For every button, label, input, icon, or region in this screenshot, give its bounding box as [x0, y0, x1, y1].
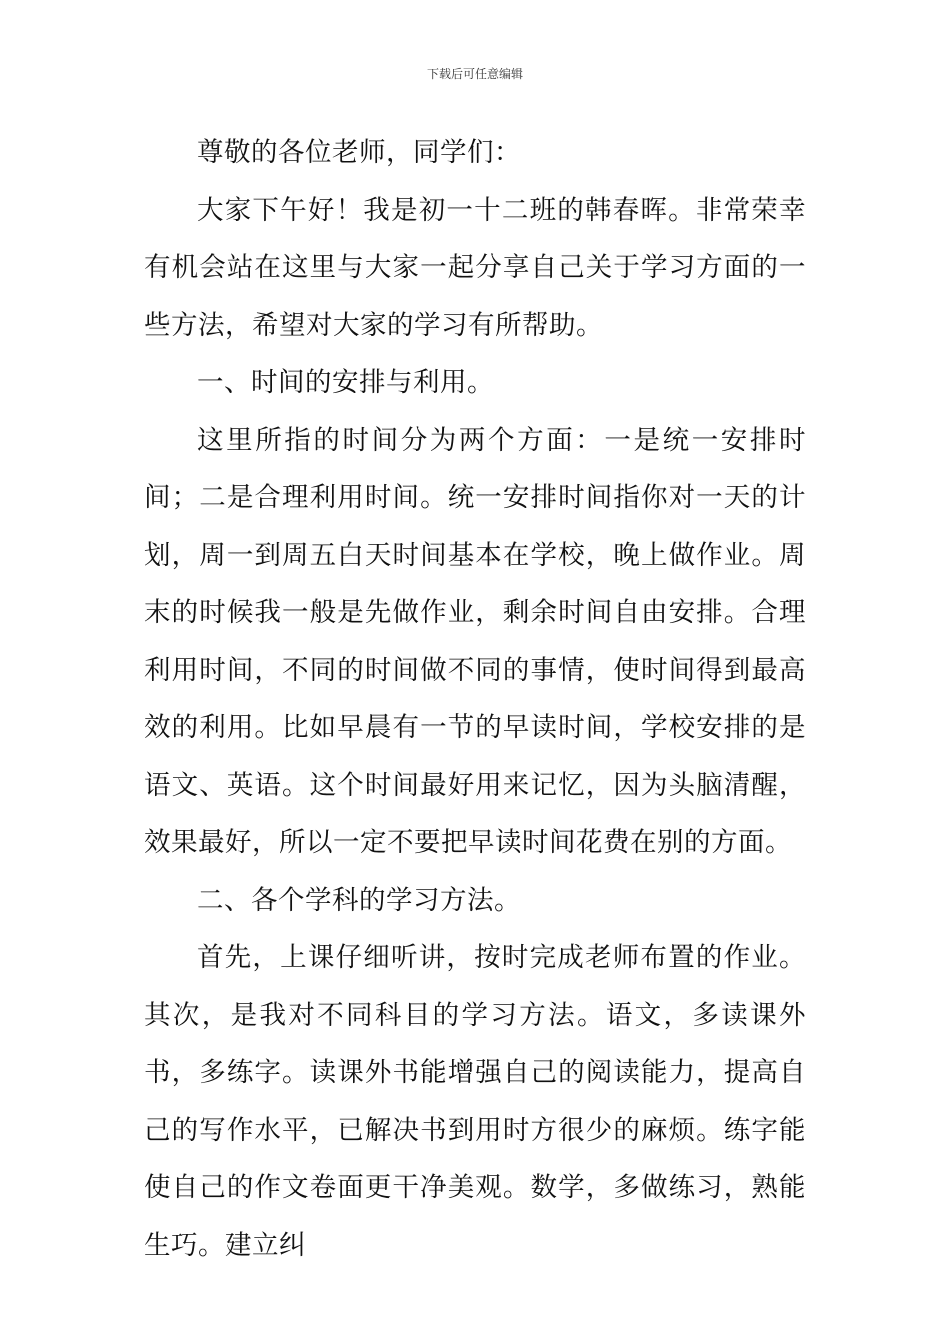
section-heading-subjects: 二、各个学科的学习方法。 [197, 884, 521, 916]
time-paragraph: 这里所指的时间分为两个方面：一是统一安排时间；二是合理利用时间。统一安排时间指你对一天的计划，周一到周五白天时间基本在学校，晚上做作业。周末的时候我一般是先做作业，剩余时间自由安排。合理利用时间，不同的时间做不同的事情，使时间得到最高效的利用。比如早晨有一节的早读时间，学校安排的是语文、英语。这个时间最好用来记忆，因为头脑清醒，效果最好，所以一定不要把早读时间花费在别的方面。 [144, 424, 806, 858]
document-body [144, 124, 806, 1274]
intro-paragraph: 大家下午好！我是初一十二班的韩春晖。非常荣幸有机会站在这里与大家一起分享自己关于学习方面的一些方法，希望对大家的学习有所帮助。 [144, 194, 806, 341]
subjects-paragraph: 首先，上课仔细听讲，按时完成老师布置的作业。其次，是我对不同科目的学习方法。语文，多读课外书，多练字。读课外书能增强自己的阅读能力，提高自己的写作水平，已解决书到用时方很少的麻烦。练字能使自己的作文卷面更干净美观。数学，多做练习，熟能生巧。建立纠 [144, 942, 806, 1261]
greeting-paragraph: 尊敬的各位老师，同学们： [197, 137, 521, 168]
section-heading-time: 一、时间的安排与利用。 [197, 367, 494, 398]
page-header-note: 下载后可任意编辑 [426, 67, 523, 81]
